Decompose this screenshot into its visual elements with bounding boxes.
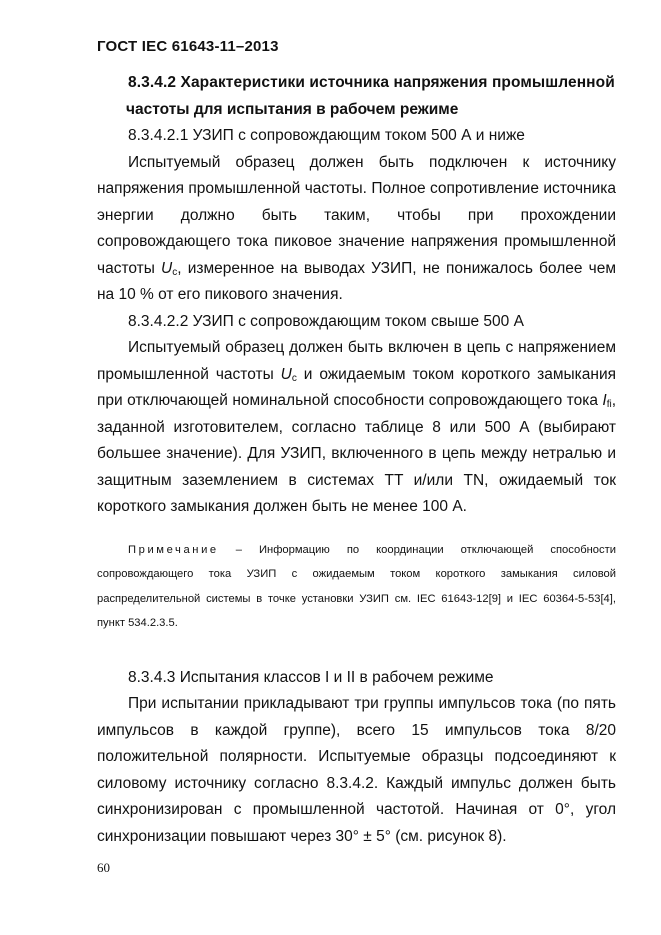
document-header: ГОСТ IEC 61643-11–2013: [97, 38, 279, 55]
section-83422-text-3: , заданной изготовителем, согласно таблице 8 или 500 А (выбирают большее значение). Для УЗИП, включенного в цепь между нетралью и защитным заземлением в системах TT и/или TN, ожидаемый ток короткого замыкания должен быть не менее 100 А.: [97, 392, 616, 515]
note-paragraph: [97, 538, 616, 636]
section-83421-paragraph: [97, 150, 616, 309]
section-83421-heading: 8.3.4.2.1 УЗИП с сопровождающим током 500 А и ниже: [128, 127, 525, 144]
symbol-ifi: I: [602, 392, 607, 409]
section-8342-title-line1: 8.3.4.2 Характеристики источника напряжения промышленной: [128, 74, 615, 91]
symbol-uc-subscript: c: [172, 266, 178, 278]
note-text: – Информацию по координации отключающей способности сопровождающего тока УЗИП с ожидаемым током короткого замыкания силовой распределительной системы в точке установки УЗИП см. IEC 61643-12[9] и IEC 60364-5-53[4], пункт 534.2.3.5.: [97, 543, 616, 629]
symbol-ifi-subscript: fi: [606, 399, 612, 410]
section-83421-text-1: Испытуемый образец должен быть подключен к источнику напряжения промышленной частоты. Полное сопротивление источника энергии должно быть таким, чтобы при прохождении сопровождающего тока пиковое значение напряжения промышленной частоты: [97, 153, 616, 277]
section-8342-title-line2: частоты для испытания в рабочем режиме: [126, 100, 459, 118]
section-83422-paragraph: [97, 335, 616, 521]
page-number: 60: [97, 860, 110, 875]
section-8343-paragraph: При испытании прикладывают три группы импульсов тока (по пять импульсов в каждой группе), всего 15 импульсов тока 8/20 положительной полярности. Испытуемые образцы подсоединяют к силовому источнику согласно 8.3.4.2. Каждый импульс должен быть синхронизирован с промышленной частотой. Начиная от 0°, угол синхронизации повышают через 30° ± 5° (см. рисунок 8).: [97, 695, 616, 845]
spacer: [97, 636, 616, 665]
section-83422-text-2: и ожидаемым током короткого замыкания при отключающей номинальной способности сопровождающего тока: [97, 365, 616, 409]
section-8343-heading: 8.3.4.3 Испытания классов I и II в рабочем режиме: [128, 668, 494, 686]
section-83421-text-2: , измеренное на выводах УЗИП, не понижалось более чем на 10 % от его пикового значения.: [97, 259, 616, 303]
document-body: [97, 70, 616, 850]
section-83422-text-1: Испытуемый образец должен быть включен в цепь с напряжением промышленной частоты: [97, 339, 616, 383]
symbol-uc-subscript: c: [291, 372, 297, 384]
section-83422-heading: 8.3.4.2.2 УЗИП с сопровождающим током свыше 500 А: [128, 312, 524, 330]
note-lead: Примечание: [128, 543, 219, 556]
symbol-uc: U: [280, 365, 292, 383]
symbol-uc: U: [161, 259, 173, 277]
